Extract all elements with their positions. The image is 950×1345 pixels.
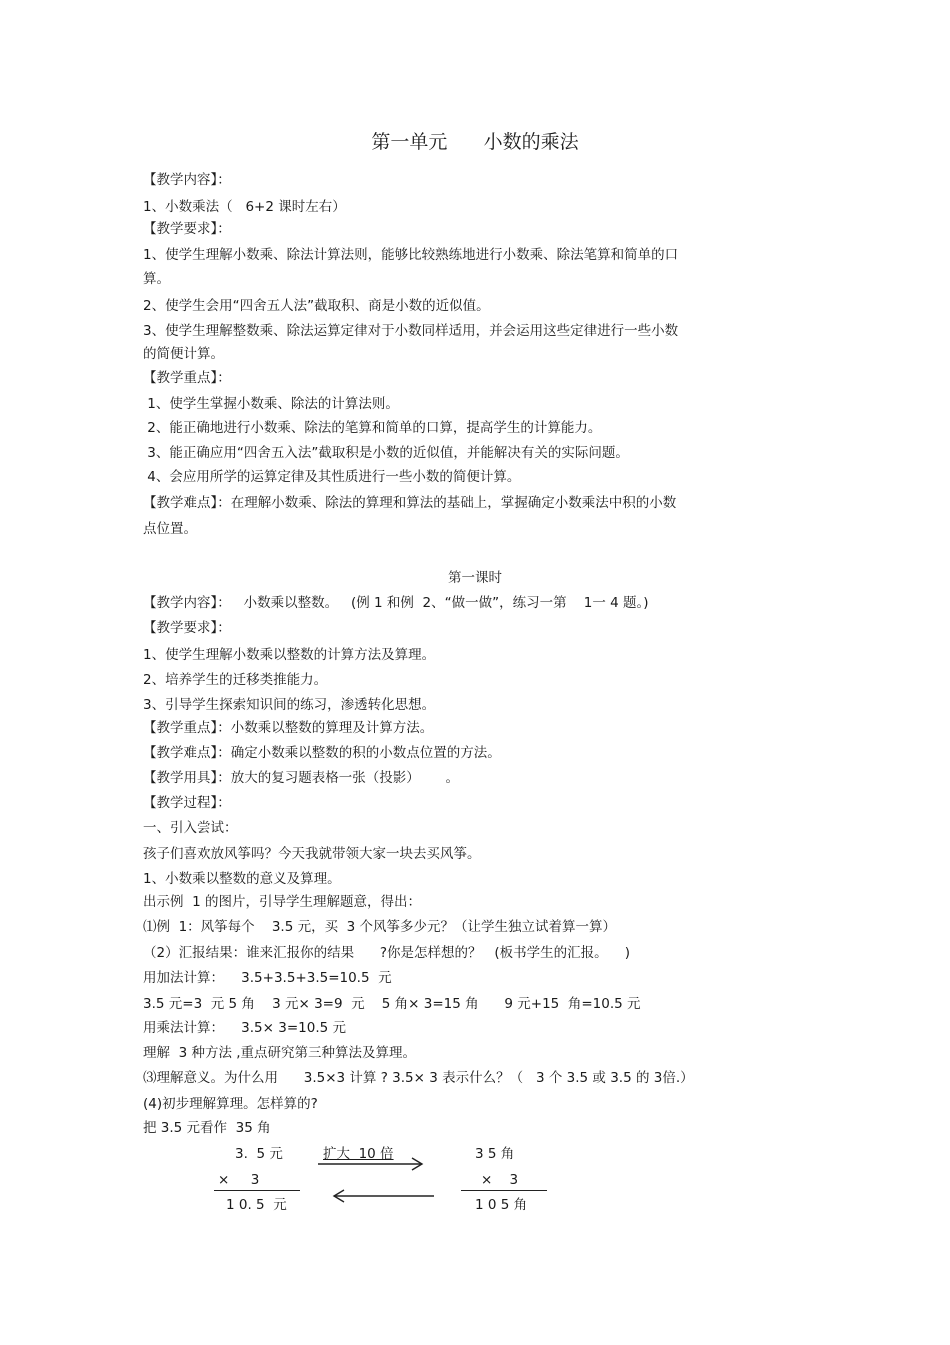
process-line-1: 一、引入尝试： (143, 820, 238, 836)
unit-difficulty-cont: 点位置。 (143, 521, 197, 537)
unit-requirement-2: 2、使学生会用“四舍五人法”截取积、商是小数的近似值。 (143, 298, 490, 314)
unit-key-point-4: 4、会应用所学的运算定律及其性质进行一些小数的简便计算。 (143, 469, 521, 485)
process-line-9: 用乘法计算： 3.5× 3=10.5 元 (143, 1020, 346, 1036)
process-line-11: ⑶理解意义。为什么用 3.5×3 计算 ? 3.5× 3 表示什么？（ 3 个 3.5 或 3.5 的 3倍.） (143, 1070, 694, 1086)
lesson-process-label: 【教学过程】： (143, 795, 231, 811)
unit-requirement-1-cont: 算。 (143, 271, 170, 287)
lesson-key-point: 【教学重点】：小数乘以整数的算理及计算方法。 (143, 720, 434, 736)
process-line-6: （2）汇报结果：谁来汇报你的结果 ?你是怎样想的？ (板书学生的汇报。 ) (143, 945, 631, 961)
arrow-label: 扩大 10 倍 (323, 1146, 394, 1162)
lesson-requirement-2: 2、培养学生的迁移类推能力。 (143, 672, 328, 688)
unit-requirement-1: 1、使学生理解小数乘、除法计算法则，能够比较熟练地进行小数乘、除法笔算和简单的口 (143, 247, 679, 263)
process-line-5: ⑴例 1：风筝每个 3.5 元，买 3 个风筝多少元？（让学生独立试着算一算） (143, 919, 617, 935)
process-line-10: 理解 3 种方法 ,重点研究第三种算法及算理。 (143, 1045, 417, 1061)
process-line-13: 把 3.5 元看作 35 角 (143, 1120, 271, 1136)
unit-content-item: 1、小数乘法（ 6+2 课时左右） (143, 199, 346, 215)
lesson-content: 【教学内容】： 小数乘以整数。 (例 1 和例 2、“做一做”，练习一第 1一 4 题。) (143, 595, 649, 611)
unit-key-point-1: 1、使学生掌握小数乘、除法的计算法则。 (143, 396, 399, 412)
lesson-tools: 【教学用具】：放大的复习题表格一张（投影） 。 (143, 770, 459, 786)
calc-right-rule (461, 1190, 547, 1191)
unit-difficulty: 【教学难点】：在理解小数乘、除法的算理和算法的基础上，掌握确定小数乘法中积的小数 (143, 495, 677, 511)
process-line-12: (4)初步理解算理。怎样算的? (143, 1096, 318, 1112)
unit-requirements-label: 【教学要求】： (143, 221, 231, 237)
calc-left-result: 1 0. 5 元 (226, 1197, 287, 1213)
page-title: 第一单元 小数的乘法 (371, 131, 579, 153)
process-line-8: 3.5 元=3 元 5 角 3 元× 3=9 元 5 角× 3=15 角 9 元+15 角=10.5 元 (143, 996, 641, 1012)
unit-key-point-2: 2、能正确地进行小数乘、除法的笔算和简单的口算，提高学生的计算能力。 (143, 420, 602, 436)
process-line-3: 1、小数乘以整数的意义及算理。 (143, 871, 341, 887)
arrows (316, 1152, 436, 1204)
calc-right-multiplier: × 3 (481, 1172, 519, 1188)
unit-requirement-3-cont: 的简便计算。 (143, 346, 224, 362)
calc-right-result: 1 0 5 角 (475, 1197, 528, 1213)
lesson-requirement-1: 1、使学生理解小数乘以整数的计算方法及算理。 (143, 647, 436, 663)
process-line-2: 孩子们喜欢放风筝吗？今天我就带领大家一块去买风筝。 (143, 846, 481, 862)
lesson-difficulty: 【教学难点】：确定小数乘以整数的积的小数点位置的方法。 (143, 745, 501, 761)
calc-left-multiplier: × 3 (218, 1172, 260, 1188)
calc-left-rule (214, 1190, 300, 1191)
calc-left-multiplicand: 3. 5 元 (235, 1146, 283, 1162)
lesson-requirement-3: 3、引导学生探索知识间的练习，渗透转化思想。 (143, 697, 436, 713)
unit-key-point-3: 3、能正确应用“四舍五入法”截取积是小数的近似值，并能解决有关的实际问题。 (143, 445, 629, 461)
unit-key-points-label: 【教学重点】： (143, 370, 231, 386)
calc-right-multiplicand: 3 5 角 (475, 1146, 515, 1162)
unit-requirement-3: 3、使学生理解整数乘、除法运算定律对于小数同样适用，并会运用这些定律进行一些小数 (143, 323, 679, 339)
unit-content-label: 【教学内容】： (143, 172, 231, 188)
right-arrow-icon (318, 1158, 422, 1170)
lesson-requirements-label: 【教学要求】： (143, 620, 231, 636)
process-line-4: 出示例 1 的图片，引导学生理解题意，得出： (143, 894, 421, 910)
lesson-heading: 第一课时 (448, 570, 502, 586)
process-line-7: 用加法计算： 3.5+3.5+3.5=10.5 元 (143, 970, 392, 986)
left-arrow-icon (334, 1190, 434, 1202)
